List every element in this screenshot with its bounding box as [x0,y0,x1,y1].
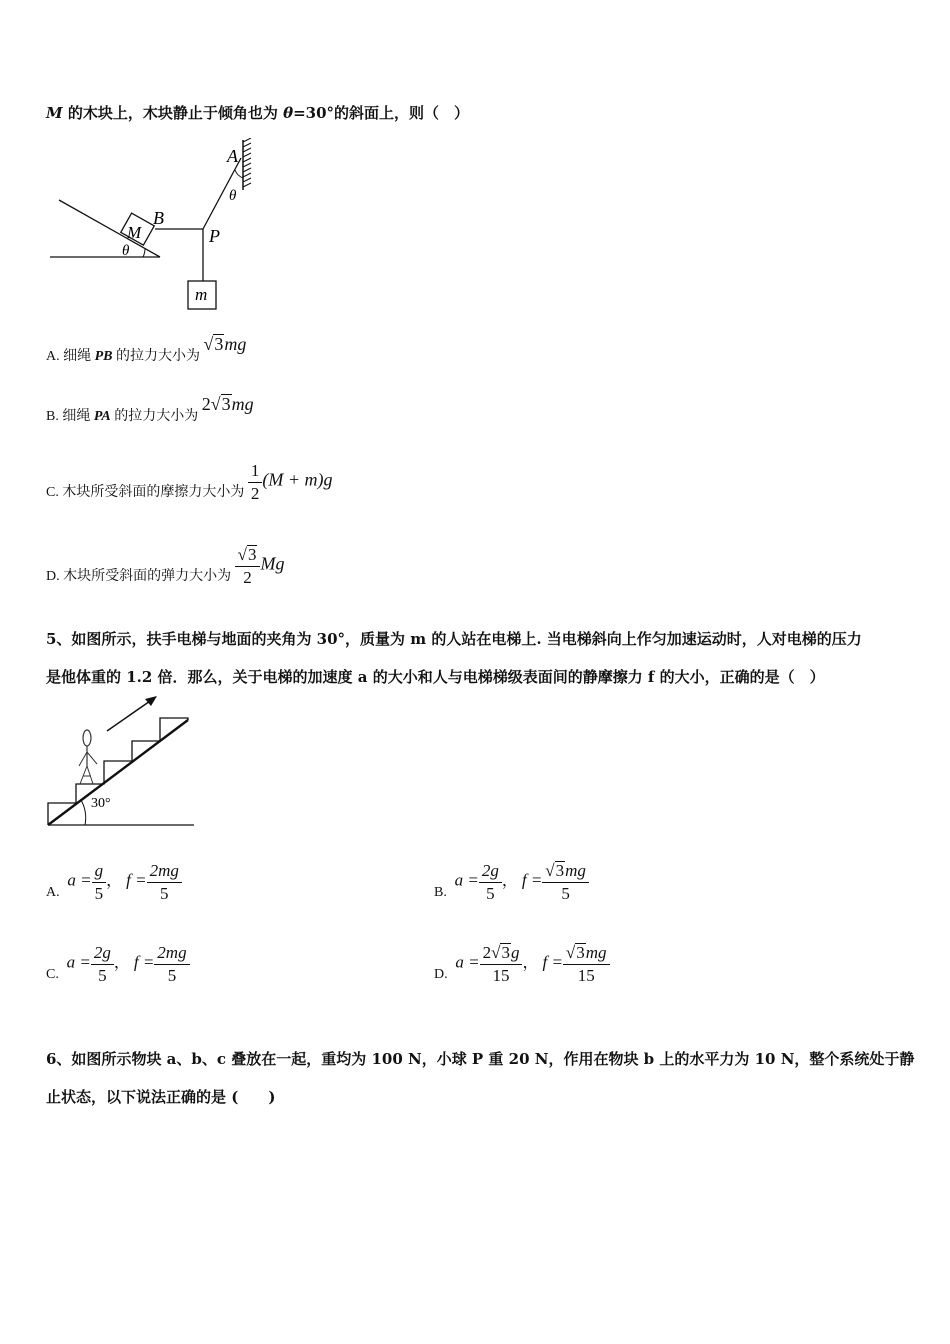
q5-c-a-den: 5 [98,966,107,985]
q4-option-b-prefix: B. 细绳 [46,409,94,424]
q5-option-b[interactable]: B. a = $\frac{2g}{5}$ ， f = $\frac{√3mg}{5}$ [434,860,589,905]
q5-b-f-num: mg [565,861,586,880]
q4-option-a-var: PB [94,349,113,364]
q5-b-a-den: 5 [486,884,495,903]
q4-label-theta-bottom: θ [122,243,130,259]
q4-option-c-num: 1 [248,460,263,483]
q4-option-b-expr: mg [231,394,254,414]
q4-option-b-math: 2√3mg [201,394,254,414]
q5-d-a-num: g [510,943,520,962]
q4-label-theta-top: θ [229,188,237,204]
q6-stem-line1: 6、如图所示物块 a、b、c 叠放在一起，重均为 100 N，小球 P 重 20 N，作用在物块 b 上的水平力为 10 N，整个系统处于静 [46,1050,915,1068]
q4-option-b-rad: 3 [221,394,231,414]
q5-c-f-num: 2mg [154,942,189,965]
q4-option-d-text: D. 木块所受斜面的弹力大小为 [46,568,232,584]
q5-figure [45,696,205,830]
q4-option-d-expr: Mg [260,553,285,574]
q4-option-a-math: √3mg [203,334,247,354]
q5-a-f-den: 5 [159,884,169,903]
q5-option-d-f-frac: $\frac{√3mg}{15}$ [563,942,610,987]
q4-option-a-suffix: 的拉力大小为 [112,349,201,364]
q4-option-c-text: C. 木块所受斜面的摩擦力大小为 [46,484,245,500]
q4-option-a-rad: 3 [214,334,224,354]
q4-option-d[interactable] [46,544,284,589]
q4-label-M: M [127,223,142,242]
q5-option-d-a-frac: $\frac{2√3g}{15}$ [480,942,523,987]
q4-option-c-den: 2 [250,484,260,503]
q5-option-a[interactable]: A. a = $\frac{g}{5}$ ， f = $\frac{2mg}{5}$ [46,860,182,905]
q5-stem-line1: 5、如图所示，扶手电梯与地面的夹角为 30°，质量为 m 的人站在电梯上. 当电梯斜向上作匀加速运动时，人对电梯的压力 [46,630,862,648]
q5-d-f-rad: 3 [576,943,585,962]
q5-option-d[interactable]: D. a = $\frac{2√3g}{15}$ ， f = $\frac{√3mg}{15}$ [434,942,610,987]
q4-stem-part1: 的木块上，木块静止于倾角也为 [62,104,284,122]
q4-option-b-var: PA [93,409,111,424]
q5-d-a-rad: 3 [501,943,510,962]
q5-stem-line2: 是他体重的 1.2 倍．那么，关于电梯的加速度 a 的大小和人与电梯梯级表面间的静摩擦力 f 的大小，正确的是（ ） [46,668,825,686]
q4-option-d-frac: $\frac{√3}{2}$ [235,544,261,589]
q5-option-a-label: A. [46,884,60,900]
q5-d-f-den: 15 [577,966,595,985]
q5-a-f-num: 2mg [147,860,182,883]
q4-option-b[interactable] [46,394,254,425]
q4-option-b-coef: 2 [201,394,211,414]
q5-d-a-den: 15 [492,966,510,985]
q5-option-c-a-frac [91,942,114,987]
q4-option-c-expr: (M + m)g [262,469,333,490]
q5-a-a-den: 5 [94,884,104,903]
q5-option-a-f-frac [147,860,182,905]
q4-stem-part2: =30°的斜面上，则（ ） [293,104,470,122]
q4-label-B: B [153,208,164,228]
q4-option-c-frac [248,460,263,505]
q5-c-f-den: 5 [167,966,177,985]
q5-option-c-label: C. [46,966,59,982]
q5-d-f-num: mg [585,943,607,962]
q4-stem [46,102,469,123]
q5-c-a-num: 2g [91,942,114,965]
q5-d-a-coef: 2 [482,943,492,962]
q5-option-b-a-frac [479,860,502,905]
q4-option-a-expr: mg [224,334,247,354]
q4-option-a-prefix: A. 细绳 [46,349,95,364]
q5-b-a-num: 2g [479,860,502,883]
q4-option-d-rad: 3 [247,545,257,564]
q4-option-d-den: 2 [243,568,252,587]
q4-label-P: P [209,226,220,246]
q4-figure [45,138,265,316]
q5-a-a-num: g [92,860,107,883]
q4-stem-M: M [46,104,63,122]
q5-option-b-f-frac: $\frac{√3mg}{5}$ [542,860,589,905]
q4-label-m: m [195,285,208,304]
q5-option-c-f-frac [154,942,189,987]
q5-option-b-label: B. [434,884,447,900]
q4-option-a[interactable] [46,334,247,365]
q4-option-b-suffix: 的拉力大小为 [110,409,199,424]
q4-label-A: A [227,146,238,166]
q5-option-a-a-frac [92,860,107,905]
q4-option-c[interactable] [46,460,332,505]
q4-stem-theta: θ [283,104,294,122]
q5-angle-label: 30° [91,796,111,811]
q6-stem-line2: 止状态，以下说法正确的是 ( ) [46,1088,276,1106]
q5-b-f-rad: 3 [555,861,565,880]
q5-b-f-den: 5 [561,884,570,903]
q5-option-d-label: D. [434,966,448,982]
q5-option-c[interactable]: C. a = $\frac{2g}{5}$ ， f = $\frac{2mg}{5}$ [46,942,190,987]
